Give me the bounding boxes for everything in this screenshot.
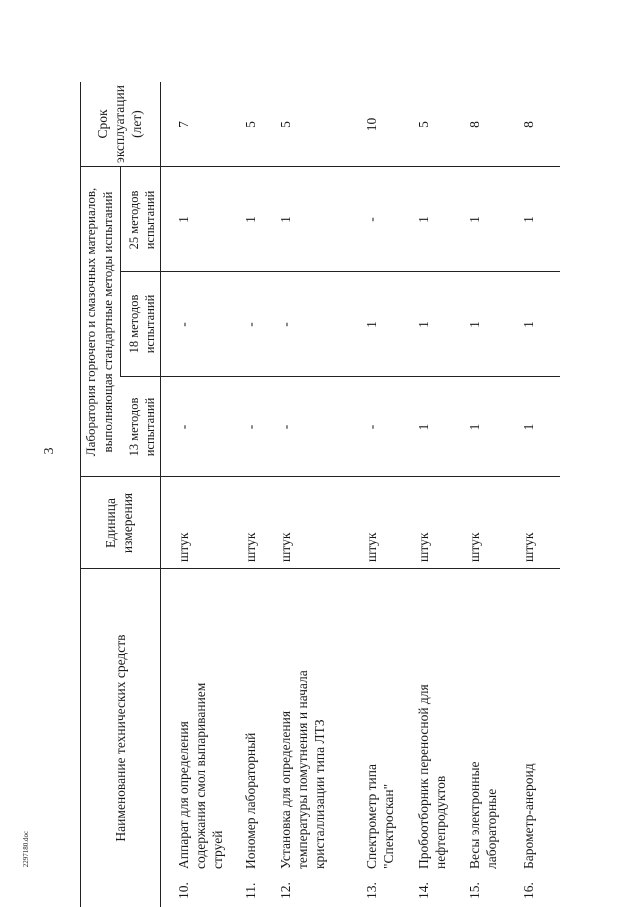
table-row-m18: 1 [467,321,482,328]
table-row-num: 14. [416,882,431,899]
table-row-unit: штук [243,532,258,562]
table-row-m13: - [243,424,258,430]
header-13-methods: 13 методов испытаний [127,397,157,457]
header-25-methods: 25 методов испытаний [127,190,157,250]
table-row-m25: - [364,217,379,222]
col-divider-lab [80,476,560,477]
table-row-name: Установка для определения температуры помутнения и начала кристаллизации типа ЛТЗ [278,670,327,869]
table-row-name: Пробоотборник переносной для нефтепродуктов [416,684,448,869]
page-number: 3 [42,447,57,455]
equipment-table [80,82,560,907]
col-divider-life [80,166,560,167]
table-row-life: 5 [416,121,431,128]
table-subheader-border [120,167,121,377]
table-row-name: Весы электронные лабораторные [467,761,499,869]
table-row-m25: 1 [416,216,431,223]
table-row-name: Аппарат для определения содержания смол выпариванием струей [176,682,225,869]
table-row-num: 16. [521,882,536,899]
table-row-m25: 1 [176,216,191,223]
table-row-unit: штук [416,532,431,562]
header-service-life: Срок эксплуатации (лет) [95,85,144,163]
header-lab-group: Лаборатория горючего и смазочных материалов, выполняющая стандартные методы испытаний [83,187,115,457]
table-row-m25: 1 [521,216,536,223]
table-row-m13: 1 [521,423,536,431]
header-unit: Единица измерения [103,492,135,554]
table-row-name: Барометр-анероид [521,763,536,869]
table-row-life: 8 [467,121,482,128]
header-18-methods: 18 методов испытаний [127,294,157,354]
table-row-m18: - [243,322,258,327]
table-row-unit: штук [364,532,379,562]
table-row-unit: штук [467,532,482,562]
table-row-life: 5 [278,121,293,128]
table-row-name: Иономер лабораторный [243,732,258,869]
table-row-life: 7 [176,121,191,128]
table-header-border [160,82,161,907]
table-row-m25: 1 [467,216,482,223]
table-top-border [80,82,81,907]
table-row-m13: - [176,424,191,430]
table-row-unit: штук [521,532,536,562]
table-row-m13: 1 [467,423,482,431]
table-row-m18: 1 [416,321,431,328]
table-row-num: 12. [278,882,293,899]
table-row-unit: штук [278,532,293,562]
table-row-life: 5 [243,121,258,128]
table-row-unit: штук [176,532,191,562]
footer-filename: 2297180.doc [22,830,30,868]
table-row-num: 13. [364,882,379,899]
table-row-m25: 1 [243,216,258,223]
table-row-m25: 1 [278,216,293,223]
table-row-num: 15. [467,882,482,899]
col-divider-unit [80,568,560,569]
header-name: Наименование технических средств [113,634,128,842]
table-row-life: 10 [364,117,379,132]
table-row-name: Спектрометр типа "Спектроскан" [364,764,396,869]
table-row-m13: 1 [416,423,431,431]
table-row-m13: - [364,424,379,430]
table-row-m18: 1 [521,321,536,328]
table-row-num: 10. [176,882,191,899]
table-row-num: 11. [243,882,258,899]
table-row-m18: - [176,322,191,327]
table-row-m18: 1 [364,321,379,328]
table-row-m13: - [278,424,293,430]
table-row-m18: - [278,322,293,327]
table-row-life: 8 [521,121,536,128]
